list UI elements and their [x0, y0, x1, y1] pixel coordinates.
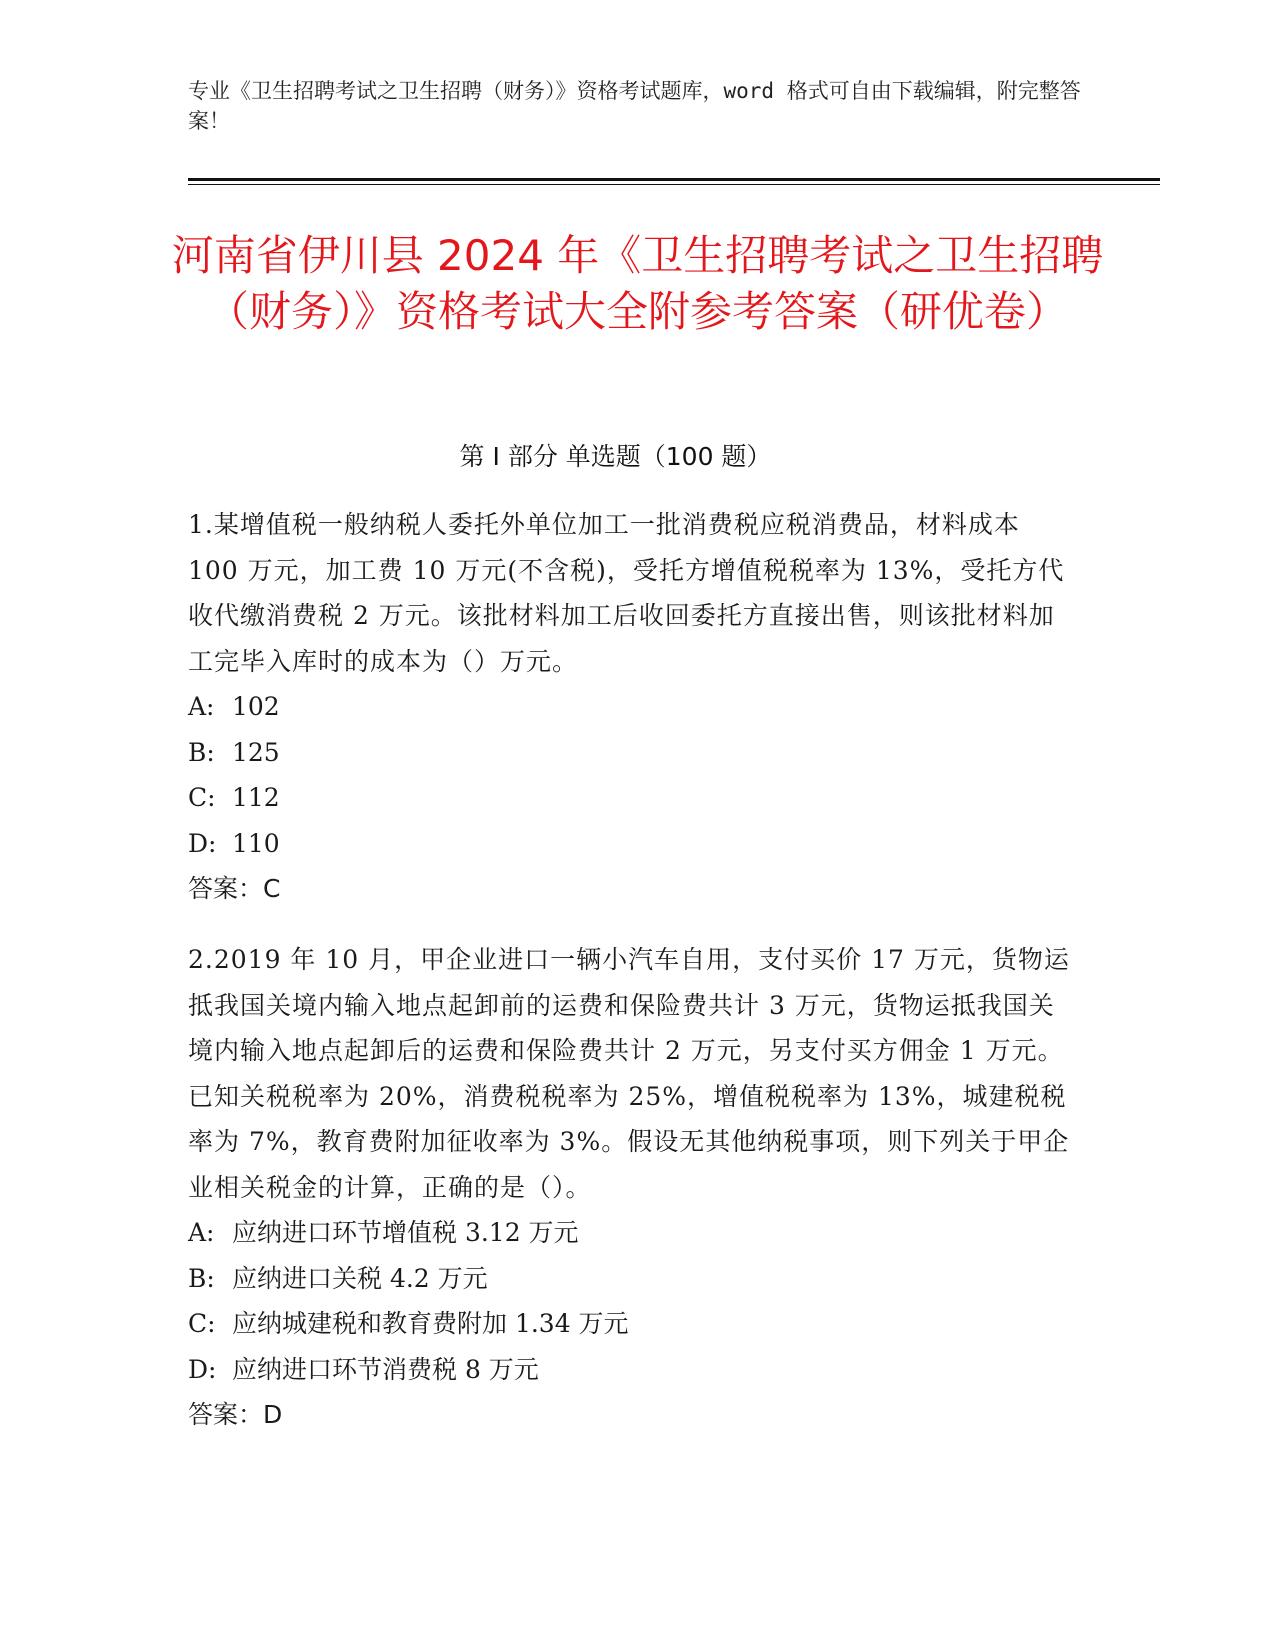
answer-line: 答案：D — [188, 1400, 283, 1429]
option-text: 应纳城建税和教育费附加 1.34 万元 — [232, 1309, 629, 1338]
option-key: A: — [188, 1218, 215, 1247]
question-stem: 1.某增值税一般纳税人委托外单位加工一批消费税应税消费品，材料成本 100 万元，加工费 10 万元(不含税)，受托方增值税税率为 13%，受托方代收代缴消费税 2 万元。该批材料加工后收回委托方直接出售，则该批材料加工完毕入库时的成本为（）万元。 — [188, 510, 1065, 676]
option-text: 应纳进口环节消费税 8 万元 — [232, 1354, 539, 1384]
option-text: 125 — [232, 737, 280, 767]
option-key: C: — [188, 1309, 216, 1338]
option-b — [188, 730, 1078, 776]
header-rule-thick — [188, 178, 1160, 181]
option-d — [188, 1347, 1078, 1393]
option-text: 112 — [232, 783, 280, 812]
option-key: B: — [188, 1263, 215, 1293]
option-key: B: — [188, 737, 215, 767]
option-key: D: — [188, 828, 217, 858]
header-note: 专业《卫生招聘考试之卫生招聘（财务）》资格考试题库，word 格式可自由下载编辑，附完整答案！ — [188, 79, 1081, 133]
option-c — [188, 1301, 1078, 1347]
option-d — [188, 821, 1078, 867]
option-a — [188, 1210, 1078, 1256]
question-stem: 2.2019 年 10 月，甲企业进口一辆小汽车自用，支付买价 17 万元，货物运抵我国关境内输入地点起卸前的运费和保险费共计 3 万元，货物运抵我国关境内输入地点起卸后的运费和保险费共计 2 万元，另支付买方佣金 1 万元。已知关税税率为 20%，消费税税率为 25%，增值税税率为 13%，城建税税率为 7%，教育费附加征收率为 3%。假设无其他纳税事项，则下列关于甲企业相关税金的计算，正确的是（）。 — [188, 945, 1070, 1202]
answer-line: 答案：C — [188, 874, 281, 903]
option-key: D: — [188, 1354, 217, 1384]
option-c — [188, 775, 1078, 821]
option-key: C: — [188, 783, 216, 812]
option-text: 102 — [232, 692, 280, 721]
option-b — [188, 1256, 1078, 1302]
document-title: 河南省伊川县 2024 年《卫生招聘考试之卫生招聘（财务）》资格考试大全附参考答案（研优卷） — [171, 231, 1104, 336]
option-text: 应纳进口环节增值税 3.12 万元 — [232, 1218, 579, 1247]
section-title: 第 I 部分 单选题（100 题） — [459, 442, 772, 471]
question-2 — [188, 937, 1078, 1438]
question-1 — [188, 502, 1078, 912]
option-text: 应纳进口关税 4.2 万元 — [232, 1263, 488, 1293]
header-rule-thin — [188, 184, 1160, 185]
option-text: 110 — [232, 828, 280, 858]
option-a — [188, 684, 1078, 730]
option-key: A: — [188, 692, 215, 721]
